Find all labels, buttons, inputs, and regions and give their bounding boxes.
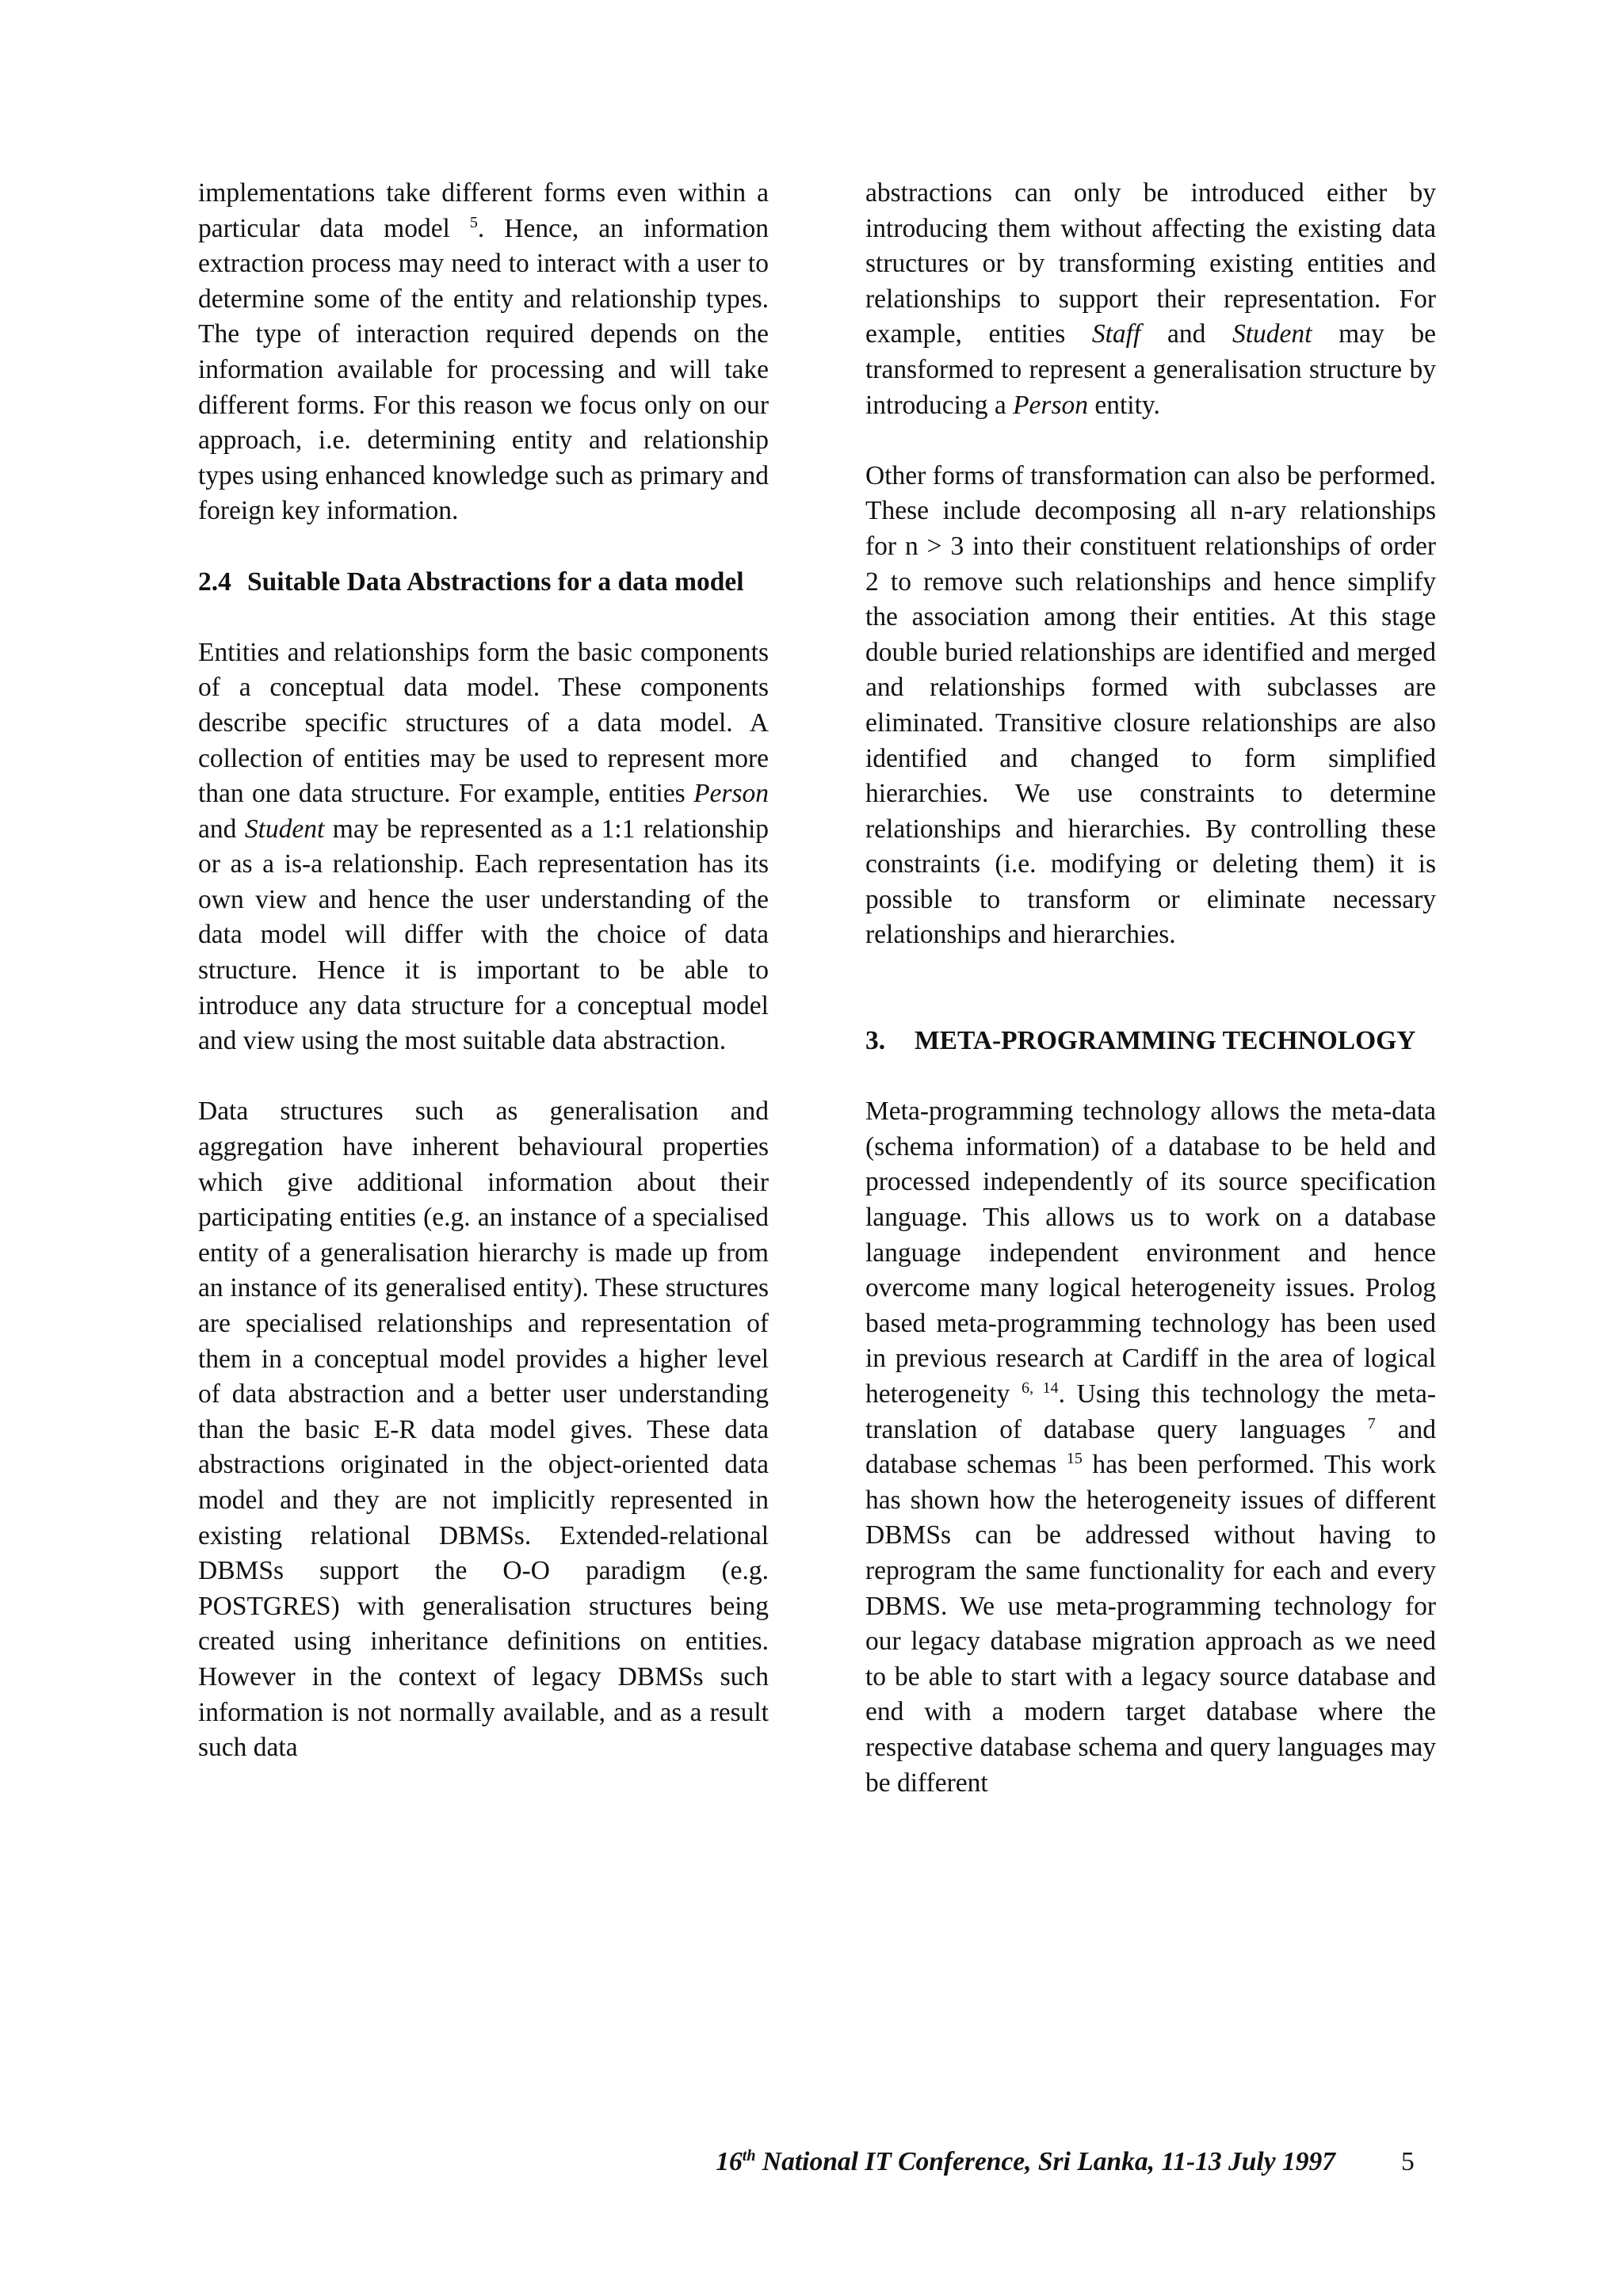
- section-number: 3.: [865, 1026, 886, 1056]
- paragraph-transformations: Other forms of transformation can also be performed. These include decomposing all n-ary relationships for n > 3 into their constituent relationships of order 2 to remove such relationships and hence simplify the association among their entities. At this stage double buried relationships are identified and merged and relationships formed with subclasses are eliminated. Transitive closure relationships are also identified and changed to form simplified hierarchies. We use constraints to determine relationships and hierarchies. By controlling these constraints (i.e. modifying or deleting them) it is possible to transform or eliminate necessary relationships and hierarchies.: [865, 460, 1436, 950]
- text-run: implementations take different forms even within a particular data model: [198, 178, 769, 243]
- citation-superscript: 15: [1066, 1450, 1083, 1468]
- paragraph-data-structures: Data structures such as generalisation and aggregation have inherent behavioural properties which give additional information about their participating entities (e.g. an instance of a specialised entity of a generalisation hierarchy is made up from an instance of its generalised entity). These structures are specialised relationships and representation of them in a conceptual model provides a higher level of data abstraction and a better user understanding than the basic E-R data model gives. These data abstractions originated in the object-oriented data model and they are not implicitly represented in existing relational DBMSs. Extended-relational DBMSs support the O-O paradigm (e.g. POSTGRES) with generalisation structures being created using inheritance definitions on entities. However in the context of legacy DBMSs such information is not normally available, and as a result such data: [198, 1097, 769, 1763]
- text-run: and database schemas: [865, 1414, 1436, 1480]
- text-run: and: [1140, 319, 1232, 349]
- text-run: may be represented as a 1:1 relationship or as a is-a relationship. Each representation has its own view and hence the user understanding of the data model will differ with the choice of data structure. Hence it is important to be able to introduce any data structure for a conceptual model and view using the most suitable data abstraction.: [198, 814, 769, 1056]
- right-column: [865, 176, 1436, 1801]
- citation-superscript: 5: [469, 213, 478, 231]
- text-run: Meta-programming technology allows the meta-data (schema information) of a database to be held and processed independently of its source specification language. This allows us to work on a database language independent environment and hence overcome many logical heterogeneity issues. Prolog based meta-programming technology has been used in previous research at Cardiff in the area of logical heterogeneity: [865, 1097, 1436, 1409]
- citation-superscript: 7: [1367, 1414, 1376, 1432]
- page-number: 5: [1401, 2147, 1415, 2176]
- text-run: has been performed. This work has shown how the heterogeneity issues of different DBMSs can be addressed without having to reprogram the same functionality for each and every DBMS. We use meta-programming technology for our legacy database migration approach as we need to be able to start with a legacy source database and end with a modern target database where the respective database schema and query languages may be different: [865, 1450, 1436, 1798]
- paragraph-meta-programming: [865, 1094, 1436, 1801]
- section-title: META-PROGRAMMING TECHNOLOGY: [915, 1026, 1416, 1056]
- conference-name: National IT Conference, Sri Lanka, 11-13 July 1997: [755, 2147, 1335, 2176]
- paragraph-information-extraction: [198, 176, 769, 529]
- text-run: Entities and relationships form the basic components of a conceptual data model. These components describe specific structures of a data model. A collection of entities may be used to represent more than one data structure. For example, entities: [198, 637, 769, 809]
- edition-number: 16: [716, 2147, 743, 2176]
- text-run: and: [198, 814, 245, 844]
- italic-term: Student: [1232, 319, 1312, 349]
- conference-footer-text: [716, 2146, 1335, 2178]
- citation-superscript: 6, 14: [1022, 1379, 1059, 1397]
- italic-term: Person: [1013, 390, 1088, 420]
- paragraph-entities-relationships: [198, 635, 769, 1059]
- text-run: . Hence, an information extraction process may need to interact with a user to determine some of the entity and relationship types. The type of interaction required depends on the information available for processing and will take different forms. For this reason we focus only on our approach, i.e. determining entity and relationship types using enhanced knowledge such as primary and foreign key information.: [198, 213, 769, 526]
- section-number: 2.4: [198, 566, 231, 597]
- italic-term: Person: [693, 779, 769, 809]
- italic-term: Staff: [1091, 319, 1141, 349]
- paragraph-abstractions: [865, 176, 1436, 423]
- section-heading-3: [865, 1024, 1436, 1059]
- text-run: may be transformed to represent a generalisation structure by introducing a: [865, 319, 1436, 420]
- text-run: abstractions can only be introduced either by introducing them without affecting the existing data structures or by transforming existing entities and relationships to support their representation. For example, entities: [865, 178, 1436, 349]
- italic-term: Student: [244, 814, 325, 844]
- text-run: entity.: [1087, 390, 1160, 420]
- section-title: Suitable Data Abstractions for a data model: [247, 566, 744, 597]
- left-column: [198, 176, 769, 1766]
- text-run: . Using this technology the meta-translation of database query languages: [865, 1379, 1436, 1444]
- edition-suffix: th: [742, 2146, 756, 2164]
- section-heading-2-4: [198, 565, 769, 601]
